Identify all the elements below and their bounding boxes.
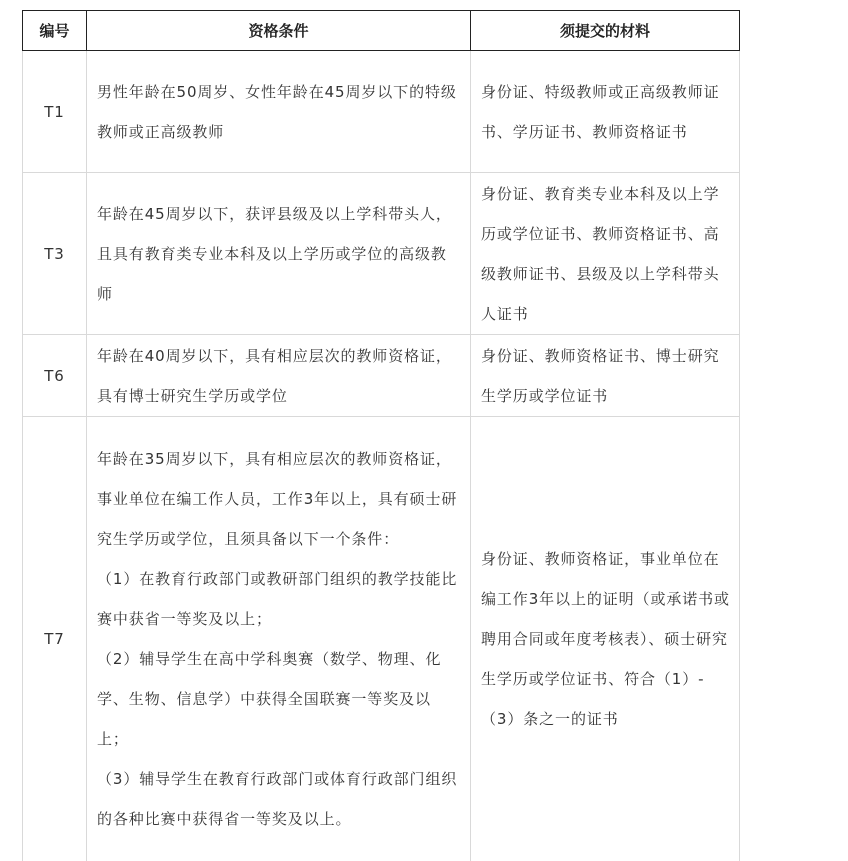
header-code: 编号 (23, 11, 87, 51)
row-code: T1 (23, 51, 87, 173)
table-row (23, 335, 740, 417)
condition-item-1: （1）在教育行政部门或教研部门组织的教学技能比赛中获省一等奖及以上； (97, 570, 458, 628)
table-row (23, 51, 740, 173)
header-row (23, 11, 740, 51)
row-conditions (87, 51, 471, 173)
header-materials: 须提交的材料 (471, 11, 740, 51)
row-conditions (87, 173, 471, 335)
condition-text: 年龄在35周岁以下，具有相应层次的教师资格证，事业单位在编工作人员，工作3年以上，具有硕士研究生学历或学位，且须具备以下一个条件： (97, 450, 458, 548)
row-conditions (87, 335, 471, 417)
header-conditions: 资格条件 (87, 11, 471, 51)
table-body (23, 51, 740, 861)
row-code: T6 (23, 335, 87, 417)
condition-item-2: （2）辅导学生在高中学科奥赛（数学、物理、化学、生物、信息学）中获得全国联赛一等奖及以上； (97, 650, 442, 748)
row-materials: 身份证、特级教师或正高级教师证书、学历证书、教师资格证书 (471, 51, 740, 173)
condition-item-3: （3）辅导学生在教育行政部门或体育行政部门组织的各种比赛中获得省一等奖及以上。 (97, 770, 458, 828)
condition-text: 男性年龄在50周岁、女性年龄在45周岁以下的特级教师或正高级教师 (97, 82, 457, 141)
row-materials: 身份证、教师资格证书、博士研究生学历或学位证书 (471, 335, 740, 417)
row-materials: 身份证、教育类专业本科及以上学历或学位证书、教师资格证书、高级教师证书、县级及以上学科带头人证书 (471, 173, 740, 335)
table-row (23, 173, 740, 335)
condition-text: 年龄在40周岁以下，具有相应层次的教师资格证，具有博士研究生学历或学位 (97, 346, 452, 405)
row-code: T3 (23, 173, 87, 335)
table-header (23, 11, 740, 51)
row-code: T7 (23, 417, 87, 861)
row-materials: 身份证、教师资格证，事业单位在编工作3年以上的证明（或承诺书或聘用合同或年度考核表）、硕士研究生学历或学位证书、符合（1）-（3）条之一的证书 (471, 417, 740, 861)
row-conditions (87, 417, 471, 861)
table-row (23, 417, 740, 861)
qualification-table (22, 10, 740, 861)
condition-text: 年龄在45周岁以下，获评县级及以上学科带头人，且具有教育类专业本科及以上学历或学位的高级教师 (97, 204, 452, 303)
